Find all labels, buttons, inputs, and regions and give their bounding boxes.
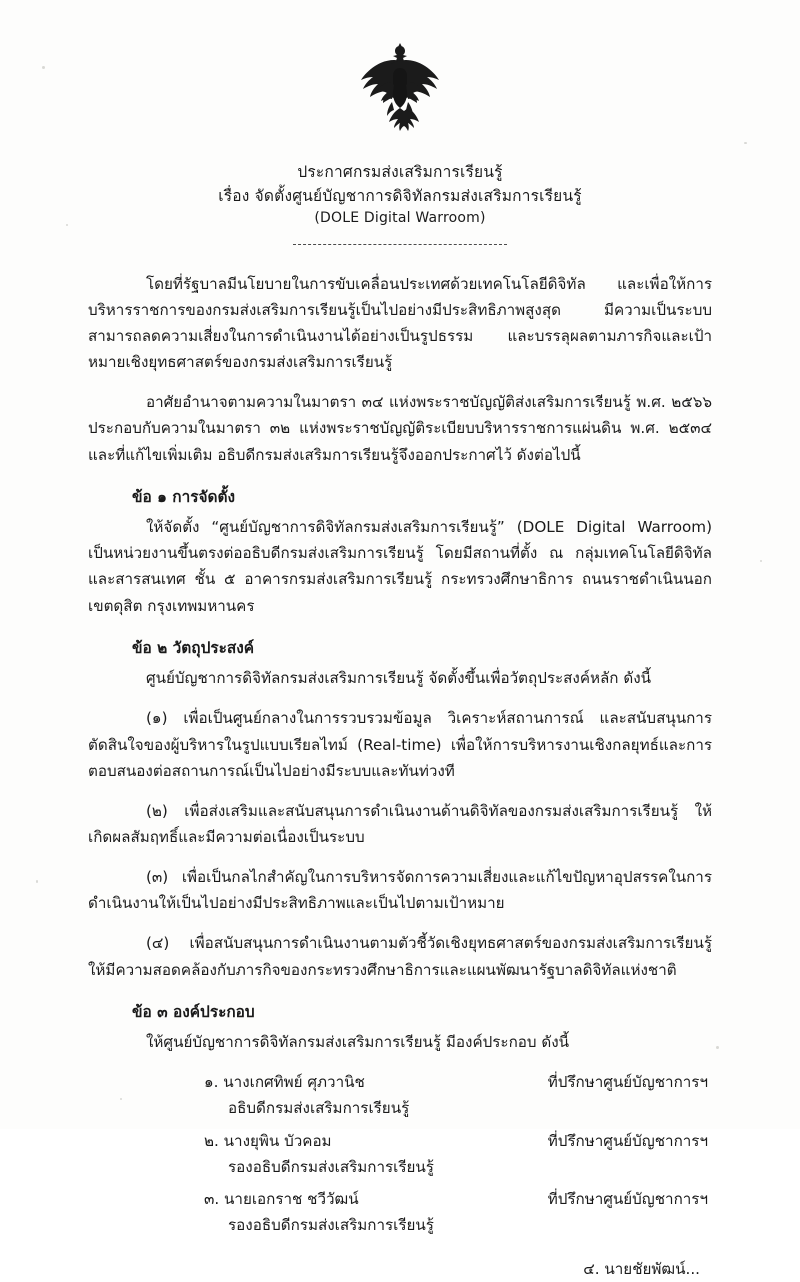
preamble-paragraph-1: โดยที่รัฐบาลมีนโยบายในการขับเคลื่อนประเทศด้วยเทคโนโลยีดิจิทัล และเพื่อให้การบริหารราชการของกรมส่งเสริมการเรียนรู้เป็นไปอย่างมีประสิทธิภาพสูงสุด มีความเป็นระบบ สามารถลดความเสี่ยงในการดำเนินงานได้อย่างเป็นรูปธรรม และบรรลุผลตามภารกิจและเป้าหมายเชิงยุทธศาสตร์ของกรมส่งเสริมการเรียนรู้ <box>88 274 712 372</box>
member-name-2: ๒. นางยุพิน บัวคอม <box>204 1131 332 1150</box>
section-1-paragraph-1: ให้จัดตั้ง “ศูนย์บัญชาการดิจิทัลกรมส่งเสริมการเรียนรู้” (DOLE Digital Warroom) เป็นหน่วยงานขึ้นตรงต่ออธิบดีกรมส่งเสริมการเรียนรู้ โดยมีสถานที่ตั้ง ณ กลุ่มเทคโนโลยีดิจิทัลและสารสนเทศ ชั้น ๕ อาคารกรมส่งเสริมการเรียนรู้ กระทรวงศึกษาธิการ ถนนราชดำเนินนอก เขตดุสิต กรุงเทพมหานคร <box>88 518 712 615</box>
continuation-note: ๔. นายชัยพัฒน์... <box>583 1260 700 1279</box>
member-position-3: รองอธิบดีกรมส่งเสริมการเรียนรู้ <box>228 1215 434 1234</box>
member-name-1: ๑. นางเกศทิพย์ ศุภวานิช <box>204 1073 365 1092</box>
section-2-item-2: (๒) เพื่อส่งเสริมและสนับสนุนการดำเนินงานด้านดิจิทัลของกรมส่งเสริมการเรียนรู้ ให้เกิดผลสัมฤทธิ์และมีความต่อเนื่องเป็นระบบ <box>88 801 712 846</box>
scan-speck <box>744 142 747 144</box>
document-title-line-1: ประกาศกรมส่งเสริมการเรียนรู้ <box>297 163 503 181</box>
member-position-2: รองอธิบดีกรมส่งเสริมการเรียนรู้ <box>228 1157 434 1176</box>
document-title-line-2: เรื่อง จัดตั้งศูนย์บัญชาการดิจิทัลกรมส่งเสริมการเรียนรู้ <box>218 187 582 206</box>
member-role-1: ที่ปรึกษาศูนย์บัญชาการฯ <box>547 1073 708 1092</box>
garuda-emblem <box>340 42 460 138</box>
section-1-heading: ข้อ ๑ การจัดตั้ง <box>132 487 235 506</box>
section-2-item-4: (๔) เพื่อสนับสนุนการดำเนินงานตามตัวชี้วัดเชิงยุทธศาสตร์ของกรมส่งเสริมการเรียนรู้ ให้มีความสอดคล้องกับภารกิจของกระทรวงศึกษาธิการและแผนพัฒนารัฐบาลดิจิทัลแห่งชาติ <box>88 934 712 979</box>
section-2-heading: ข้อ ๒ วัตถุประสงค์ <box>132 638 255 657</box>
preamble-paragraph-2: อาศัยอำนาจตามความในมาตรา ๓๔ แห่งพระราชบัญญัติส่งเสริมการเรียนรู้ พ.ศ. ๒๕๖๖ ประกอบกับความในมาตรา ๓๒ แห่งพระราชบัญญัติระเบียบบริหารราชการแผ่นดิน พ.ศ. ๒๕๓๔ และที่แก้ไขเพิ่มเติม อธิบดีกรมส่งเสริมการเรียนรู้จึงออกประกาศไว้ ดังต่อไปนี้ <box>88 393 712 464</box>
scan-speck <box>66 224 68 226</box>
document-title-line-3: (DOLE Digital Warroom) <box>314 210 486 227</box>
member-position-1: อธิบดีกรมส่งเสริมการเรียนรู้ <box>228 1099 410 1118</box>
section-2-paragraph-1: ศูนย์บัญชาการดิจิทัลกรมส่งเสริมการเรียนรู้ จัดตั้งขึ้นเพื่อวัตถุประสงค์หลัก ดังนี้ <box>146 669 651 688</box>
member-role-2: ที่ปรึกษาศูนย์บัญชาการฯ <box>547 1131 708 1150</box>
member-role-3: ที่ปรึกษาศูนย์บัญชาการฯ <box>547 1189 708 1208</box>
document-content <box>88 0 712 1279</box>
member-name-3: ๓. นายเอกราช ชวีวัฒน์ <box>204 1189 359 1208</box>
list-item <box>88 1069 712 1095</box>
scan-speck <box>36 880 38 883</box>
scan-speck <box>42 66 45 69</box>
document-body <box>88 271 712 1282</box>
section-2-item-3: (๓) เพื่อเป็นกลไกสำคัญในการบริหารจัดการความเสี่ยงและแก้ไขปัญหาอุปสรรคในการดำเนินงานให้เป็นไปอย่างมีประสิทธิภาพและเป็นไปตามเป้าหมาย <box>88 868 712 913</box>
section-3-paragraph-1: ให้ศูนย์บัญชาการดิจิทัลกรมส่งเสริมการเรียนรู้ มีองค์ประกอบ ดังนี้ <box>146 1033 570 1052</box>
list-item <box>88 1186 712 1212</box>
list-item <box>88 1128 712 1154</box>
divider-rule <box>293 244 507 245</box>
title-block <box>88 160 712 230</box>
member-list <box>88 1069 712 1238</box>
section-2-item-1: (๑) เพื่อเป็นศูนย์กลางในการรวบรวมข้อมูล วิเคราะห์สถานการณ์ และสนับสนุนการตัดสินใจของผู้บริหารในรูปแบบเรียลไทม์ (Real-time) เพื่อให้การบริหารงานเชิงกลยุทธ์และการตอบสนองต่อสถานการณ์เป็นไปอย่างมีระบบและทันท่วงที <box>88 709 712 780</box>
scan-speck <box>716 1046 719 1049</box>
scan-speck <box>760 560 762 562</box>
section-3-heading: ข้อ ๓ องค์ประกอบ <box>132 1002 255 1021</box>
